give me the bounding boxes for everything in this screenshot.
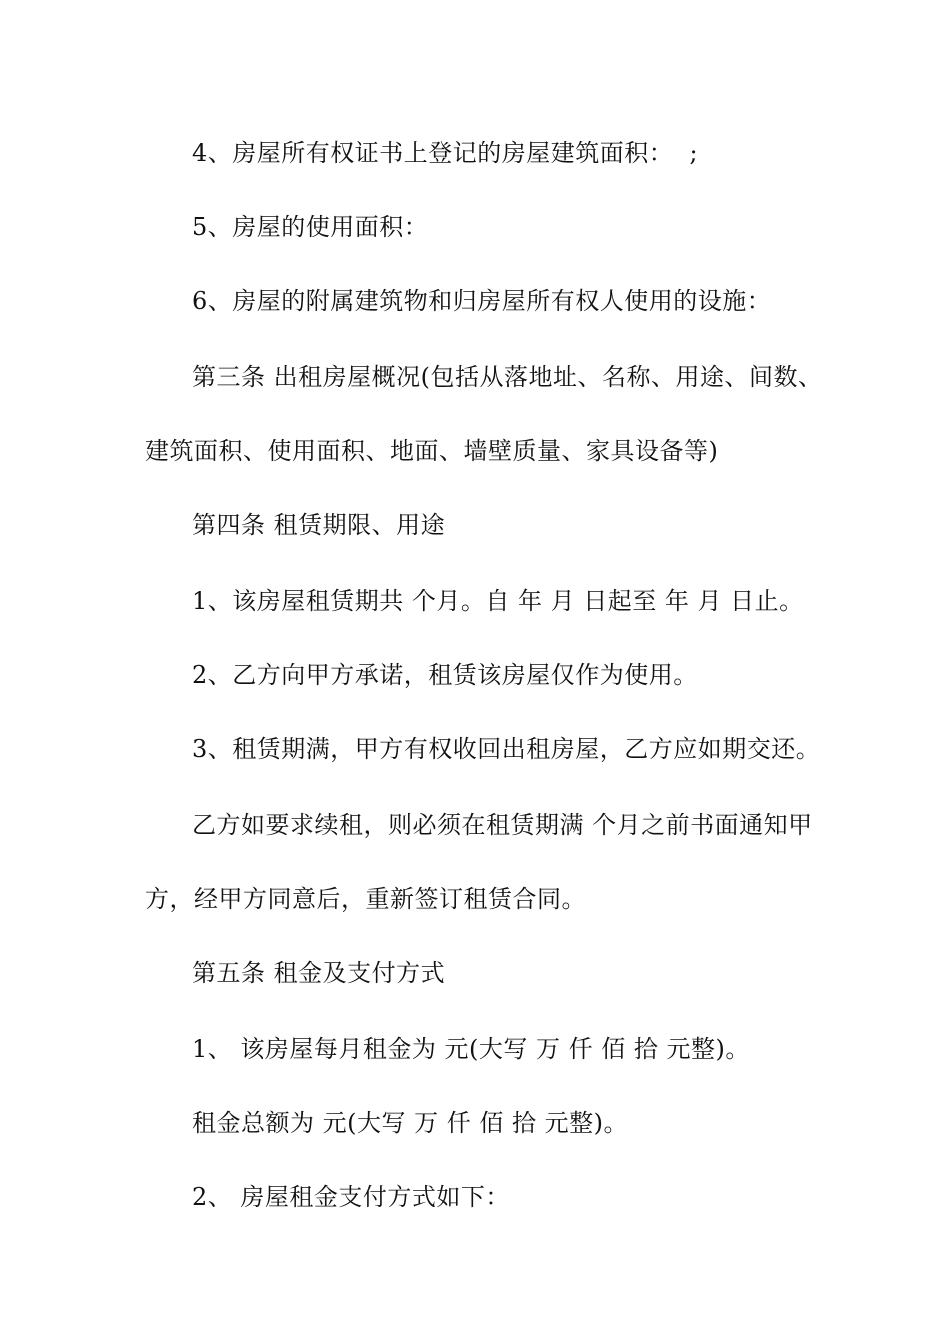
section-heading: 第五条 租金及支付方式 (192, 959, 446, 987)
paragraph-line: 2、 房屋租金支付方式如下： (192, 1183, 510, 1211)
paragraph-line: 1、该房屋租赁期共 个月。自 年 月 日起至 年 月 日止。 (192, 587, 804, 615)
paragraph-line: 乙方如要求续租，则必须在租赁期满 个月之前书面通知甲 (192, 811, 813, 839)
paragraph-line: 3、租赁期满，甲方有权收回出租房屋，乙方应如期交还。 (192, 735, 821, 763)
paragraph-line: 1、 该房屋每月租金为 元(大写 万 仟 佰 拾 元整)。 (192, 1035, 750, 1063)
paragraph-line: 6、房屋的附属建筑物和归房屋所有权人使用的设施： (192, 287, 772, 315)
paragraph-line: 第三条 出租房屋概况(包括从落地址、名称、用途、间数、 (192, 363, 823, 391)
paragraph-line: 5、房屋的使用面积： (192, 213, 429, 241)
paragraph-line: 4、房屋所有权证书上登记的房屋建筑面积： ; (192, 139, 699, 167)
paragraph-line: 租金总额为 元(大写 万 仟 佰 拾 元整)。 (192, 1109, 628, 1137)
paragraph-line: 2、乙方向甲方承诺，租赁该房屋仅作为使用。 (192, 661, 698, 689)
section-heading: 第四条 租赁期限、用途 (192, 511, 446, 539)
paragraph-line: 建筑面积、使用面积、地面、墙壁质量、家具设备等) (145, 437, 719, 465)
paragraph-line: 方，经甲方同意后，重新签订租赁合同。 (145, 885, 586, 913)
